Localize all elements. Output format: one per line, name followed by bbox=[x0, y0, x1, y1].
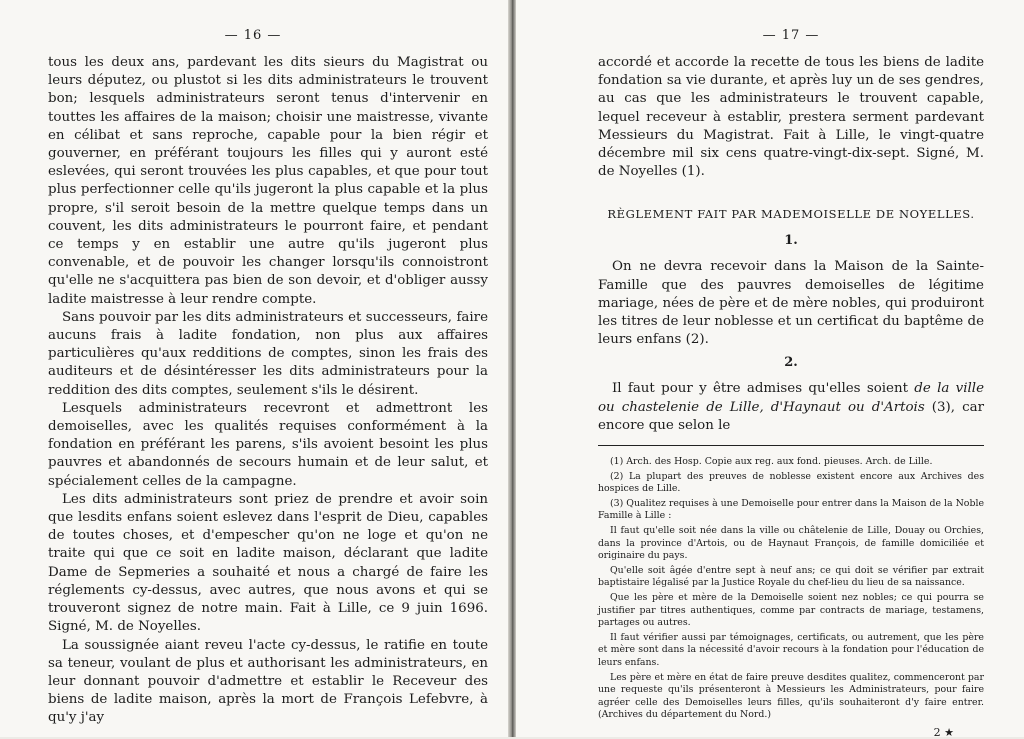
footnotes bbox=[598, 456, 984, 722]
article-2-italic: de la ville ou chastelenie de Lille, d'Haynaut ou d'Artois bbox=[598, 381, 984, 415]
left-paragraph-4: Les dits administrateurs sont priez de prendre et avoir soin que lesdits enfans soient eslevez dans l'esprit de Dieu, capables de toutes choses, et d'empescher qu'on ne loge et qu'on ne traite qui que ce soit en ladite maison, déclarant que ladite Dame de Sepmeries a souhaité et nous a chargé de faire les réglements cy-dessus, avec autres, que nous avons et qui se trouveront signez de notre main. Fait à Lille, ce 9 juin 1696. Signé, M. de Noyelles. bbox=[48, 491, 488, 635]
left-paragraph-5: La soussignée aiant reveu l'acte cy-dessus, le ratifie en toute sa teneur, voulant de plus et authorisant les administrateurs, en leur donnant pouvoir d'admettre et establir le Receveur des biens de ladite maison, après la mort de François Lefebvre, à qu'y j'ay bbox=[48, 637, 488, 726]
article-number-1: 1. bbox=[784, 233, 798, 249]
article-1-text: On ne devra recevoir dans la Maison de la Sainte-Famille que des pauvres demoiselles de légitime mariage, nées de père et de mère nobles, qui produiront les titres de leur noblesse et un certificat du baptême de leurs enfans (2). bbox=[598, 259, 984, 348]
signature-mark: 2 ★ bbox=[933, 725, 954, 739]
footnote: (1) Arch. des Hosp. Copie aux reg. aux fond. pieuses. Arch. de Lille. bbox=[610, 456, 933, 468]
article-number-2: 2. bbox=[784, 355, 798, 371]
footnote-rule bbox=[598, 445, 984, 446]
right-opening-paragraph: accordé et accorde la recette de tous les biens de ladite fondation sa vie durante, et après luy un de ses gendres, au cas que les administrateurs le trouvent capable, lequel receveur à establir, prestera serment pardevant Messieurs du Magistrat. Fait à Lille, le vingt-quatre décembre mil six cens quatre-vingt-dix-sept. Signé, M. de Noyelles (1). bbox=[598, 55, 984, 180]
article-2-pre: Il faut pour y être admises qu'elles soient bbox=[612, 381, 915, 397]
footnote: (3) Qualitez requises à une Demoiselle pour entrer dans la Maison de la Noble Famille à Lille : bbox=[598, 497, 984, 522]
page-number-right: — 17 — bbox=[762, 28, 820, 43]
footnote: Les père et mère en état de faire preuve desdites qualitez, commenceront par une requeste qu'ils présenteront à Messieurs les Administrateurs, pour faire agréer celle des Demoiselles leurs filles, qu'ils souhaiteront d'y faire entrer. (Archives du département du Nord.) bbox=[598, 671, 984, 721]
article-2-text bbox=[598, 380, 984, 435]
left-paragraph-2: Sans pouvoir par les dits administrateurs et successeurs, faire aucuns frais à ladite fondation, non plus aux affaires particulières qu'aux redditions de comptes, sinon les frais des auditeurs et de désintéresser les dits administrateurs pour la reddition des dits comptes, seulement s'ils le désirent. bbox=[48, 309, 488, 398]
footnote: Qu'elle soit âgée d'entre sept à neuf ans; ce qui doit se vérifier par extrait baptistaire légalisé par la Justice Royale du chef-lieu du lieu de sa naissance. bbox=[598, 564, 984, 589]
article-2-post: (3), car encore que selon le bbox=[598, 399, 985, 433]
left-page bbox=[0, 0, 508, 737]
section-heading: RÈGLEMENT FAIT PAR MADEMOISELLE DE NOYELLES. bbox=[607, 207, 975, 222]
left-paragraph-3: Lesquels administrateurs recevront et admettront les demoiselles, avec les qualités requises conformément à la fondation en préférant les parens, s'ils avoient besoint les plus pauvres et abandonnés de secours humain et de leur salut, et spécialement celles de la campagne. bbox=[48, 400, 488, 489]
book-gutter bbox=[508, 0, 516, 737]
page-number-left: — 16 — bbox=[224, 28, 282, 43]
left-paragraph-1: tous les deux ans, pardevant les dits sieurs du Magistrat ou leurs députez, ou plustot si les dits administrateurs le trouvent bon; lesquels administrateurs seront tenus d'intervenir en touttes les affaires de la maison; choisir une maistresse, vivante en célibat et sans reproche, capable pour la bien régir et gouverner, en préférant toujours les filles qui y auront esté eslevées, qui seront trouvées les plus capables, et que pour tout plus perfectionner celle qu'ils jugeront la plus capable et la plus propre, s'il seroit besoin de la mettre quelque temps dans un couvent, les dits administrateurs le pourront faire, et pendant ce temps y en establir une autre qu'ils jugeront plus convenable, et de pouvoir les changer lorsqu'ils connoistront qu'elle ne s'acquittera pas bien de son devoir, et d'obliger aussy ladite maistresse à leur rendre compte. bbox=[48, 55, 488, 307]
footnote: Que les père et mère de la Demoiselle soient nez nobles; ce qui pourra se justifier par titres authentiques, comme par contracts de mariage, testamens, partages ou autres. bbox=[598, 591, 984, 629]
right-page bbox=[516, 0, 1024, 737]
footnote: Il faut qu'elle soit née dans la ville ou châtelenie de Lille, Douay ou Orchies, dans la province d'Artois, ou de Haynaut François, de famille domiciliée et originaire du pays. bbox=[598, 525, 984, 562]
footnote: (2) La plupart des preuves de noblesse existent encore aux Archives des hospices de Lille. bbox=[598, 470, 984, 495]
footnote: Il faut vérifier aussi par témoignages, certificats, ou autrement, que les père et mère sont dans la nécessité d'avoir recours à la fondation pour l'éducation de leurs enfans. bbox=[598, 631, 984, 668]
